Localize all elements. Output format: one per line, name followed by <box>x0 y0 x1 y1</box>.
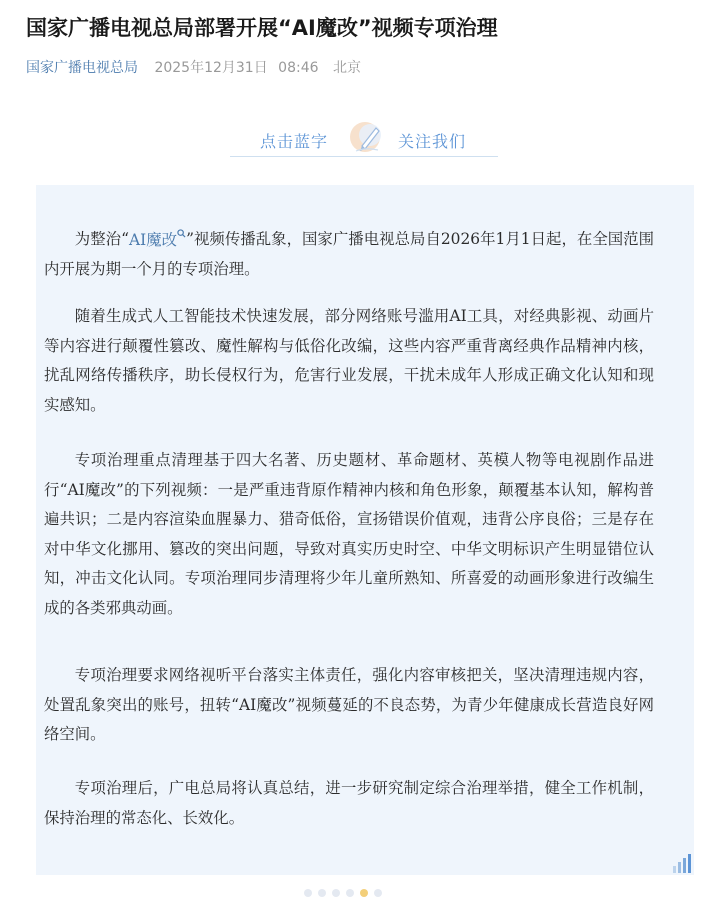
source-link[interactable]: 国家广播电视总局 <box>26 60 138 76</box>
decorative-dots <box>300 884 400 896</box>
follow-right-text: 关注我们 <box>398 132 467 151</box>
paragraph-1 <box>44 222 654 284</box>
search-icon <box>177 231 186 241</box>
pen-logo-icon <box>348 118 386 156</box>
article-meta <box>26 57 361 79</box>
follow-left-text: 点击蓝字 <box>260 132 329 151</box>
article-title: 国家广播电视总局部署开展“AI魔改”视频专项治理 <box>26 16 498 40</box>
publish-location: 北京 <box>332 60 361 76</box>
signal-bars-icon <box>672 852 694 874</box>
keyword-text: AI魔改 <box>128 230 178 249</box>
paragraph-1-start: 为整治“ <box>74 230 129 249</box>
publish-date: 2025年12月31日 <box>154 60 268 76</box>
publish-time: 08:46 <box>278 60 319 76</box>
follow-underline <box>230 156 498 157</box>
paragraph-3: 专项治理重点清理基于四大名著、历史题材、革命题材、英模人物等电视剧作品进行“AI魔改”的下列视频：一是严重违背原作精神内核和角色形象，颠覆基本认知，解构普遍共识；二是内容渲染血腥暴力、猎奇低俗，宣扬错误价值观，违背公序良俗；三是存在对中华文化挪用、篡改的突出问题，导致对真实历史时空、中华文明标识产生明显错位认知，冲击文化认同。专项治理同步清理将少年儿童所熟知、所喜爱的动画形象进行改编生成的各类邪典动画。 <box>44 451 654 617</box>
paragraph-4: 专项治理要求网络视听平台落实主体责任，强化内容审核把关，坚决清理违规内容，处置乱象突出的账号，扭转“AI魔改”视频蔓延的不良态势，为青少年健康成长营造良好网络空间。 <box>44 666 654 744</box>
paragraph-1-rest: ”视频传播乱象，国家广播电视总局自2026年1月1日起，在全国范围内开展为期一个月的专项治理。 <box>44 230 655 279</box>
paragraph-5: 专项治理后，广电总局将认真总结，进一步研究制定综合治理举措，健全工作机制，保持治理的常态化、长效化。 <box>44 779 654 827</box>
follow-banner[interactable] <box>230 116 498 158</box>
keyword-link[interactable] <box>129 231 186 249</box>
paragraph-2: 随着生成式人工智能技术快速发展，部分网络账号滥用AI工具，对经典影视、动画片等内容进行颠覆性篡改、魔性解构与低俗化改编，这些内容严重背离经典作品精神内核，扰乱网络传播秩序，助长侵权行为，危害行业发展，干扰未成年人形成正确文化认知和现实感知。 <box>44 307 654 414</box>
